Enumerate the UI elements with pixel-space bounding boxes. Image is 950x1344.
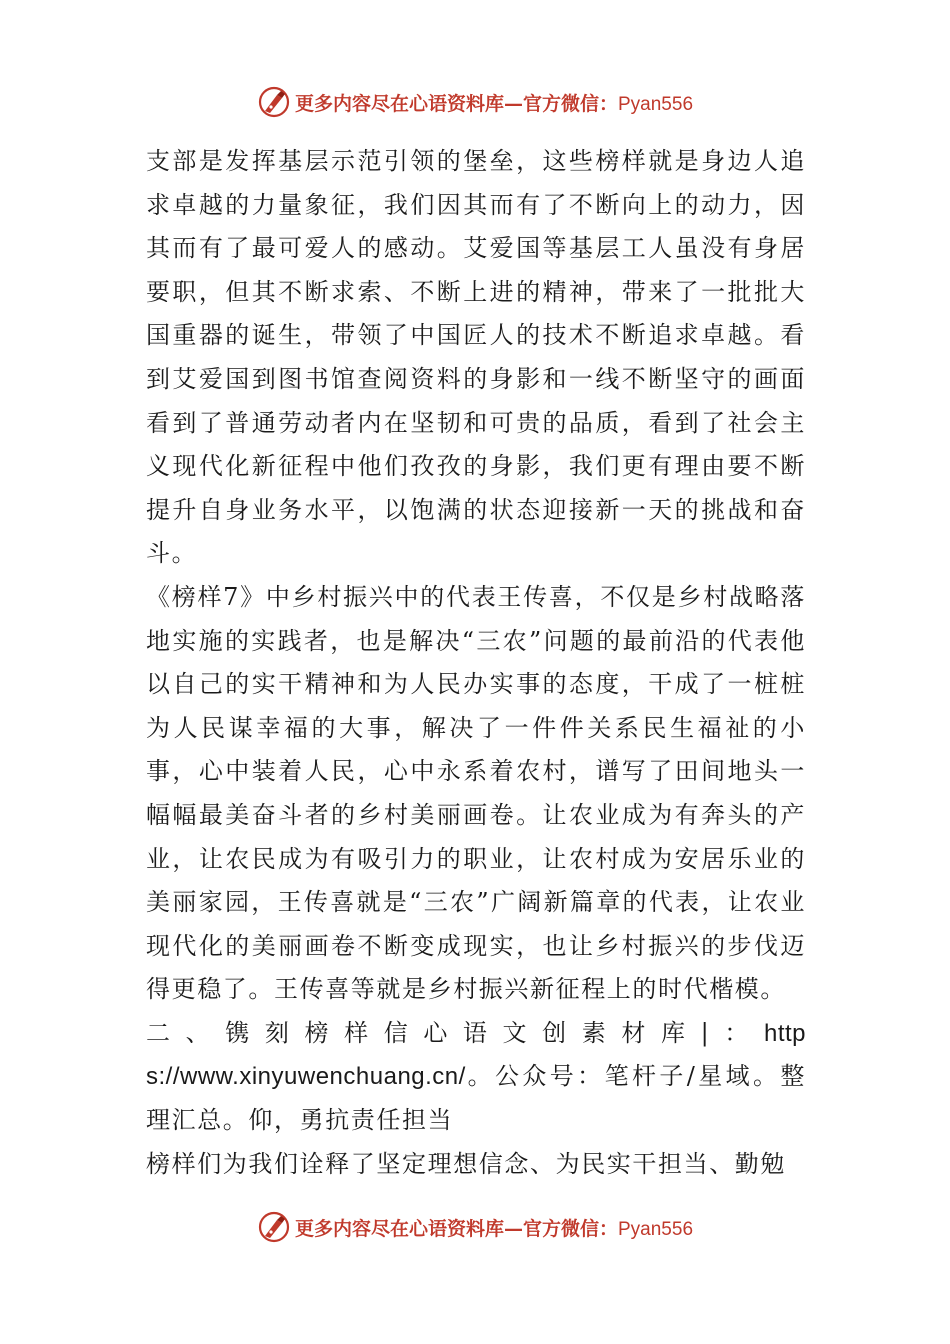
section-heading-url[interactable]: https://www.xinyuwenchuang.cn/ xyxy=(146,1019,806,1091)
footer-label: 更多内容尽在心语资料库—官方微信： xyxy=(294,1217,618,1240)
pen-nib-logo-icon xyxy=(257,85,291,119)
section-heading-suffix: 。公众号：笔杆子/星域。整理汇总。仰，勇抗责任担当 xyxy=(146,1062,806,1135)
section-heading-prefix: 二、镌刻榜样信心语文创素材库|： xyxy=(146,1018,764,1047)
body-paragraph-2: 《榜样7》中乡村振兴中的代表王传喜，不仅是乡村战略落地实施的实践者，也是解决“三农”问题的最前沿的代表他以自己的实干精神和为人民办实事的态度，干成了一桩桩为人民谋幸福的大事，解决了一件件关系民生福祉的小事，心中装着人民，心中永系着农村，谱写了田间地头一幅幅最美奋斗者的乡村美丽画卷。让农业成为有奔头的产业，让农民成为有吸引力的职业，让农村成为安居乐业的美丽家园，王传喜就是“三农”广阔新篇章的代表，让农业现代化的美丽画卷不断变成现实，也让乡村振兴的步伐迈得更稳了。王传喜等就是乡村振兴新征程上的时代楷模。 xyxy=(146,582,806,1004)
section-heading xyxy=(146,1012,806,1143)
document-body xyxy=(146,140,806,1186)
pen-nib-logo-icon xyxy=(257,1210,291,1244)
header-wechat-id: Pyan556 xyxy=(618,93,694,115)
header-text xyxy=(295,89,693,116)
body-paragraph-1: 支部是发挥基层示范引领的堡垒，这些榜样就是身边人追求卓越的力量象征，我们因其而有了不断向上的动力，因其而有了最可爱人的感动。艾爱国等基层工人虽没有身居要职，但其不断求索、不断上进的精神，带来了一批批大国重器的诞生，带领了中国匠人的技术不断追求卓越。看到艾爱国到图书馆查阅资料的身影和一线不断坚守的画面看到了普通劳动者内在坚韧和可贵的品质，看到了社会主义现代化新征程中他们孜孜的身影，我们更有理由要不断提升自身业务水平，以饱满的状态迎接新一天的挑战和奋斗。 xyxy=(146,147,806,568)
footer-wechat-id: Pyan556 xyxy=(618,1218,694,1240)
footer-text xyxy=(295,1214,693,1241)
header-label: 更多内容尽在心语资料库—官方微信： xyxy=(294,92,618,115)
footer-banner xyxy=(0,1207,950,1247)
header-banner xyxy=(0,82,950,122)
body-paragraph-3: 榜样们为我们诠释了坚定理想信念、为民实干担当、勤勉 xyxy=(146,1149,786,1178)
